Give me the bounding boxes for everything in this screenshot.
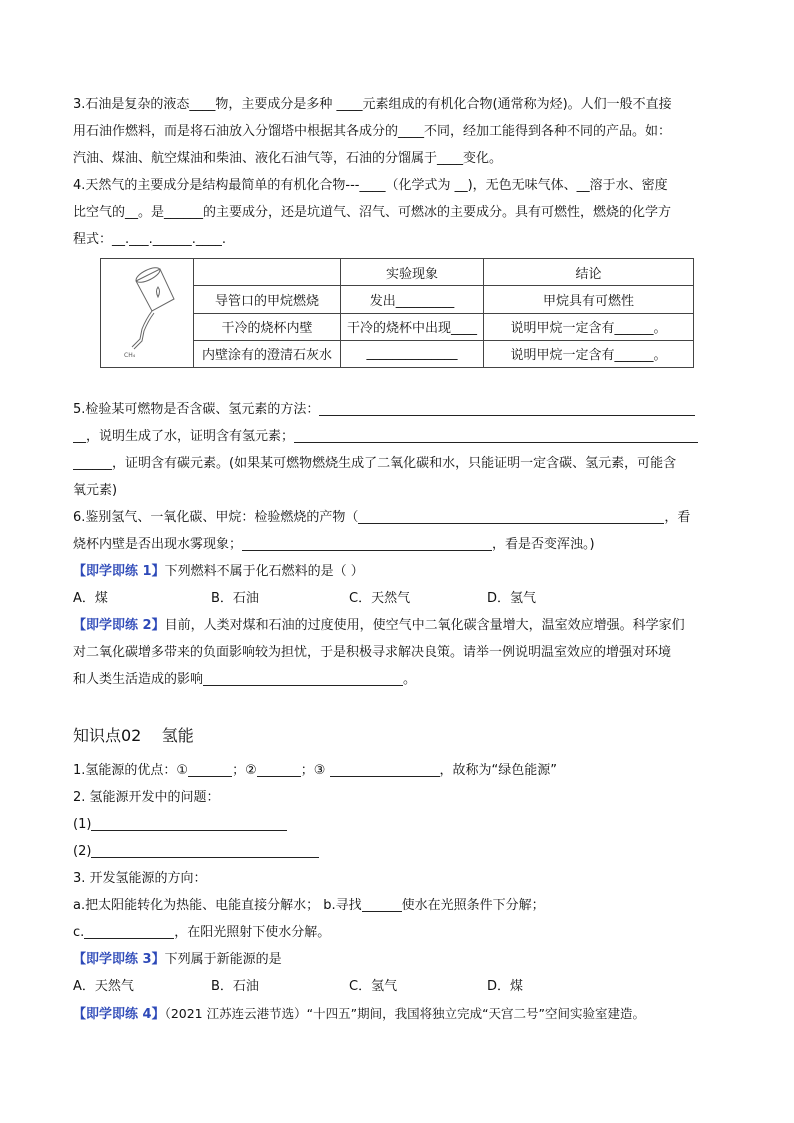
table-cell: 内壁涂有的澄清石灰水 xyxy=(194,340,341,367)
q6-text-1: 6.鉴别氢气、一氧化碳、甲烷：检验燃烧的产物（ xyxy=(73,510,359,525)
h2-item-1-label: (1) xyxy=(73,817,92,832)
practice-4-text: （2021 江苏连云港节选）“十四五”期间，我国将独立完成“天宫二号”空间实验室建造。 xyxy=(164,1006,646,1021)
practice-3-text: 下列属于新能源的是 xyxy=(164,952,282,967)
practice-4-line xyxy=(73,1000,718,1027)
answer-blank[interactable] xyxy=(319,399,695,416)
q3-line-3: 汽油、煤油、航空煤油和柴油、液化石油气等，石油的分馏属于____变化。 xyxy=(73,151,503,166)
option-b[interactable]: B．石油 xyxy=(211,591,259,606)
option-c[interactable]: C．氢气 xyxy=(349,979,398,994)
answer-blank[interactable] xyxy=(242,534,492,551)
q5-line-3: ______，证明含有碳元素。(如果某可燃物燃烧生成了二氧化碳和水，只能证明一定含碳、氢元素，可能含 xyxy=(73,456,677,471)
practice-3-question xyxy=(73,946,718,973)
q5-text-1: 5.检验某可燃物是否含碳、氢元素的方法： xyxy=(73,402,320,417)
option-c[interactable]: C．天然气 xyxy=(349,591,411,606)
h3-text-c-end: ，在阳光照射下使水分解。 xyxy=(174,925,331,940)
h1-text-b: ；② xyxy=(232,763,257,778)
hydrogen-directions xyxy=(73,865,718,946)
practice-1-options xyxy=(73,585,718,612)
practice-2-line-3 xyxy=(73,666,718,693)
option-d[interactable]: D．煤 xyxy=(487,979,524,994)
answer-blank[interactable] xyxy=(358,507,664,524)
option-a[interactable]: A．煤 xyxy=(73,591,108,606)
q5-line-2 xyxy=(73,423,718,450)
table-cell: 干冷的烧杯内壁 xyxy=(194,313,341,340)
q5-line-4: 氧元素) xyxy=(73,483,118,498)
option-d[interactable]: D．氢气 xyxy=(487,591,537,606)
section-title: 知识点02 氢能 xyxy=(73,726,194,745)
q6-text-2: 烧杯内壁是否出现水雾现象； xyxy=(73,537,243,552)
h1-line xyxy=(73,757,718,784)
practice-4 xyxy=(73,1000,718,1027)
practice-1 xyxy=(73,558,718,612)
h1-text-a: 1.氢能源的优点：① xyxy=(73,763,189,778)
q4-line-1: 4.天然气的主要成分是结构最简单的有机化合物---____（化学式为 __)，无色无味气体、__溶于水、密度 xyxy=(73,178,668,193)
practice-1-question xyxy=(73,558,718,585)
practice-3 xyxy=(73,946,718,1000)
table-cell: 说明甲烷一定含有______。 xyxy=(484,313,694,340)
answer-blank[interactable] xyxy=(203,669,403,686)
option-a[interactable]: A．天然气 xyxy=(73,979,134,994)
q4-line-2: 比空气的__。是______的主要成分，还是坑道气、沼气、可燃冰的主要成分。具有可燃性，燃烧的化学方 xyxy=(73,205,672,220)
h1-text-d: ，故称为“绿色能源” xyxy=(439,763,557,778)
answer-blank[interactable] xyxy=(188,760,232,777)
answer-blank[interactable] xyxy=(257,760,301,777)
question-6 xyxy=(73,504,718,558)
answer-blank[interactable] xyxy=(91,841,319,858)
h2-item-2-label: (2) xyxy=(73,844,92,859)
beaker-apparatus-icon xyxy=(102,259,192,363)
practice-2 xyxy=(73,612,718,693)
question-4 xyxy=(73,172,718,253)
hydrogen-advantages xyxy=(73,757,718,784)
section-heading xyxy=(73,722,718,749)
h2-item-1 xyxy=(73,811,718,838)
header-conclusion: 结论 xyxy=(484,259,694,286)
q3-line-1: 3.石油是复杂的液态____物，主要成分是多种 ____元素组成的有机化合物(通常称为烃)。人们一般不直接 xyxy=(73,97,672,112)
h3-line-a xyxy=(73,892,718,919)
practice-3-tag: 【即学即练 3】 xyxy=(73,952,165,967)
practice-2-line-1 xyxy=(73,612,718,639)
h3-line-c xyxy=(73,919,718,946)
practice-2-text-3: 和人类生活造成的影响 xyxy=(73,672,204,687)
practice-4-tag: 【即学即练 4】 xyxy=(73,1007,165,1022)
practice-3-options xyxy=(73,973,718,1000)
hydrogen-problems xyxy=(73,784,718,865)
answer-blank[interactable] xyxy=(294,426,698,443)
table-cell: 干冷的烧杯中出现____ xyxy=(341,313,484,340)
h3-text-c: c. xyxy=(73,925,85,940)
h3-title: 3. 开发氢能源的方向： xyxy=(73,871,207,886)
answer-blank[interactable] xyxy=(330,760,440,777)
h3-text-a-end: 使水在光照条件下分解； xyxy=(401,898,545,913)
apparatus-image-cell xyxy=(101,259,194,368)
practice-2-end: 。 xyxy=(403,672,417,687)
table-cell: ______________ xyxy=(341,340,484,367)
answer-blank[interactable] xyxy=(84,922,174,939)
option-b[interactable]: B．石油 xyxy=(211,979,259,994)
q6-line-2 xyxy=(73,531,718,558)
table-cell: 甲烷具有可燃性 xyxy=(484,286,694,313)
practice-2-line-2: 对二氧化碳增多带来的负面影响较为担忧，于是积极寻求解决良策。请举一例说明温室效应的增强对环境 xyxy=(73,645,672,660)
question-3 xyxy=(73,91,718,172)
practice-2-text-1: 目前，人类对煤和石油的过度使用，使空气中二氧化碳含量增大，温室效应增强。科学家们 xyxy=(164,618,685,633)
practice-1-text: 下列燃料不属于化石燃料的是（ ） xyxy=(164,564,364,579)
q4-line-3: 程式：__.___.______.____. xyxy=(73,232,227,247)
answer-blank[interactable] xyxy=(91,814,287,831)
h2-item-2 xyxy=(73,838,718,865)
h3-text-a: a.把太阳能转化为热能、电能直接分解水； b.寻找 xyxy=(73,898,362,913)
q3-line-2: 用石油作燃料，而是将石油放入分馏塔中根据其各成分的____不同，经加工能得到各种不同的产品。如： xyxy=(73,124,672,139)
practice-1-tag: 【即学即练 1】 xyxy=(73,564,165,579)
h2-title: 2. 氢能源开发中的问题： xyxy=(73,790,220,805)
q5-text-2: __，说明生成了水，证明含有氢元素； xyxy=(73,429,295,444)
table-cell: 说明甲烷一定含有______。 xyxy=(484,340,694,367)
header-phenomenon: 实验现象 xyxy=(341,259,484,286)
question-5 xyxy=(73,396,718,504)
header-blank xyxy=(194,259,341,286)
table-cell: 发出_________ xyxy=(341,286,484,313)
table-cell: 导管口的甲烷燃烧 xyxy=(194,286,341,313)
ch4-label: CH₄ xyxy=(124,352,136,359)
q6-line-1 xyxy=(73,504,718,531)
q5-line-1 xyxy=(73,396,718,423)
q6-text-2-end: ，看是否变浑浊。) xyxy=(492,537,595,552)
methane-experiment-table xyxy=(100,258,694,368)
h1-text-c: ；③ xyxy=(300,763,326,778)
q6-text-1-end: ，看 xyxy=(664,510,691,525)
practice-2-tag: 【即学即练 2】 xyxy=(73,618,165,633)
answer-blank[interactable] xyxy=(362,895,402,912)
